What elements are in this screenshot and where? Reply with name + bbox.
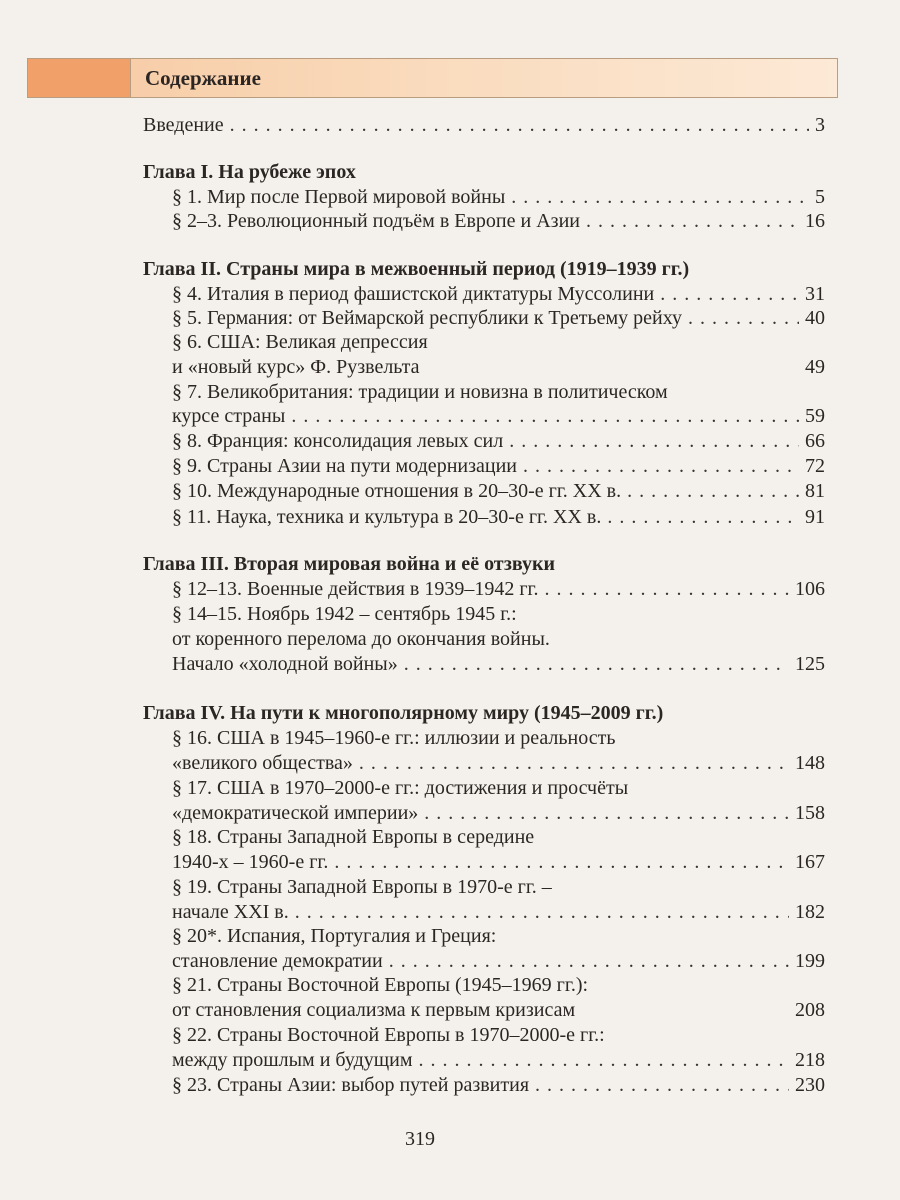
toc-entry-text: § 8. Франция: консолидация левых сил [172,430,504,452]
chapter-title: Глава I. На рубеже эпох [143,161,356,183]
leader-dots [291,404,799,428]
chapter-title: Глава II. Страны мира в межвоенный период (1919–1939 гг.) [143,258,690,280]
toc-entry-text: § 4. Италия в период фашистской диктатуры Муссолини [172,283,655,305]
toc-page-number: 66 [805,430,825,452]
toc-page-number: 16 [805,210,825,232]
toc-page-number: 3 [815,114,825,136]
toc-entry[interactable] [172,1048,825,1072]
leader-dots [535,1073,789,1097]
contents-title: Содержание [145,66,261,90]
toc-entry-text: начале XXI в. [172,901,289,923]
toc-entry[interactable] [172,355,825,379]
leader-dots [627,479,799,503]
toc-entry[interactable] [172,801,825,825]
toc-page-number: 182 [795,901,825,923]
toc-entry[interactable] [172,454,825,478]
chapter-title: Глава III. Вторая мировая война и её отзвуки [143,553,556,575]
leader-dots [545,577,790,601]
toc-page-number: 167 [795,851,825,873]
toc-entry[interactable] [172,577,825,601]
toc-entry-text: 1940-х – 1960-е гг. [172,851,329,873]
toc-entry[interactable] [172,652,825,676]
toc-entry[interactable] [172,900,825,924]
toc-entry-text: от становления социализма к первым кризисам [172,999,576,1021]
toc-entry-text: между прошлым и будущим [172,1049,413,1071]
toc-entry-text: § 2–3. Революционный подъём в Европе и Азии [172,210,580,232]
leader-dots [230,113,809,137]
toc-page-number: 208 [795,999,825,1021]
toc-page-number: 158 [795,802,825,824]
toc-entry-line: § 6. США: Великая депрессия [172,331,428,353]
toc-entry-line: от коренного перелома до окончания войны. [172,628,550,650]
toc-entry[interactable] [172,850,825,874]
leader-dots [511,185,809,209]
toc-entry-text: § 10. Международные отношения в 20–30-е гг. XX в. [172,480,622,502]
leader-dots [295,900,789,924]
toc-page-number: 230 [795,1074,825,1096]
toc-entry-line: § 18. Страны Западной Европы в середине [172,826,535,848]
toc-entry-line: § 22. Страны Восточной Европы в 1970–2000-е гг.: [172,1024,605,1046]
leader-dots [509,429,799,453]
toc-entry-line: § 7. Великобритания: традиции и новизна в политическом [172,381,668,403]
page-number: 319 [405,1128,435,1150]
toc-page-number: 81 [805,480,825,502]
leader-dots [607,505,799,529]
leader-dots [424,801,789,825]
toc-entry-text: Начало «холодной войны» [172,653,398,675]
toc-entry-line: § 14–15. Ноябрь 1942 – сентябрь 1945 г.: [172,603,517,625]
toc-page-number: 91 [805,506,825,528]
toc-page-number: 5 [815,186,825,208]
toc-entry[interactable] [172,306,825,330]
leader-dots [523,454,799,478]
toc-entry-line: § 16. США в 1945–1960-е гг.: иллюзии и реальность [172,727,616,749]
toc-entry[interactable] [172,751,825,775]
leader-dots [334,850,789,874]
toc-entry-line: § 21. Страны Восточной Европы (1945–1969 гг.): [172,974,589,996]
toc-entry[interactable] [172,1073,825,1097]
toc-entry[interactable] [172,185,825,209]
toc-entry[interactable] [172,209,825,233]
toc-entry[interactable] [172,429,825,453]
toc-page-number: 72 [805,455,825,477]
toc-entry-text: § 5. Германия: от Веймарской республики к Третьему рейху [172,307,682,329]
leader-dots [359,751,789,775]
toc-page-number: 31 [805,283,825,305]
toc-page-number: 125 [795,653,825,675]
toc-entry-text: курсе страны [172,405,286,427]
toc-page-number: 148 [795,752,825,774]
leader-dots [688,306,799,330]
toc-entry[interactable] [172,505,825,529]
toc-entry-intro[interactable] [143,113,825,137]
toc-entry-line: § 20*. Испания, Португалия и Греция: [172,925,497,947]
toc-entry-line: § 19. Страны Западной Европы в 1970-е гг. – [172,876,552,898]
toc-entry[interactable] [172,479,825,503]
toc-entry-text: Введение [143,114,224,136]
chapter-title: Глава IV. На пути к многополярному миру (1945–2009 гг.) [143,702,664,724]
toc-entry-text: «демократической империи» [172,802,419,824]
contents-header [27,58,838,98]
toc-entry[interactable] [172,998,825,1022]
leader-dots [404,652,789,676]
leader-dots [660,282,799,306]
toc-entry-text: § 9. Страны Азии на пути модернизации [172,455,517,477]
leader-dots [419,1048,790,1072]
toc-page-number: 106 [795,578,825,600]
toc-page-number: 218 [795,1049,825,1071]
toc-entry-text: § 12–13. Военные действия в 1939–1942 гг. [172,578,539,600]
toc-entry[interactable] [172,949,825,973]
toc-entry-text: становление демократии [172,950,383,972]
toc-entry-line: § 17. США в 1970–2000-е гг.: достижения и просчёты [172,777,629,799]
toc-entry-text: § 11. Наука, техника и культура в 20–30-е гг. XX в. [172,506,602,528]
toc-page-number: 59 [805,405,825,427]
toc-page-number: 49 [805,356,825,378]
leader-dots [586,209,799,233]
toc-entry[interactable] [172,404,825,428]
toc-entry-text: и «новый курс» Ф. Рузвельта [172,356,420,378]
toc-entry-text: § 23. Страны Азии: выбор путей развития [172,1074,530,1096]
toc-entry-text: «великого общества» [172,752,353,774]
toc-entry[interactable] [172,282,825,306]
toc-page-number: 199 [795,950,825,972]
toc-page-number: 40 [805,307,825,329]
leader-dots [389,949,789,973]
toc-entry-text: § 1. Мир после Первой мировой войны [172,186,506,208]
header-accent-block [28,59,131,97]
